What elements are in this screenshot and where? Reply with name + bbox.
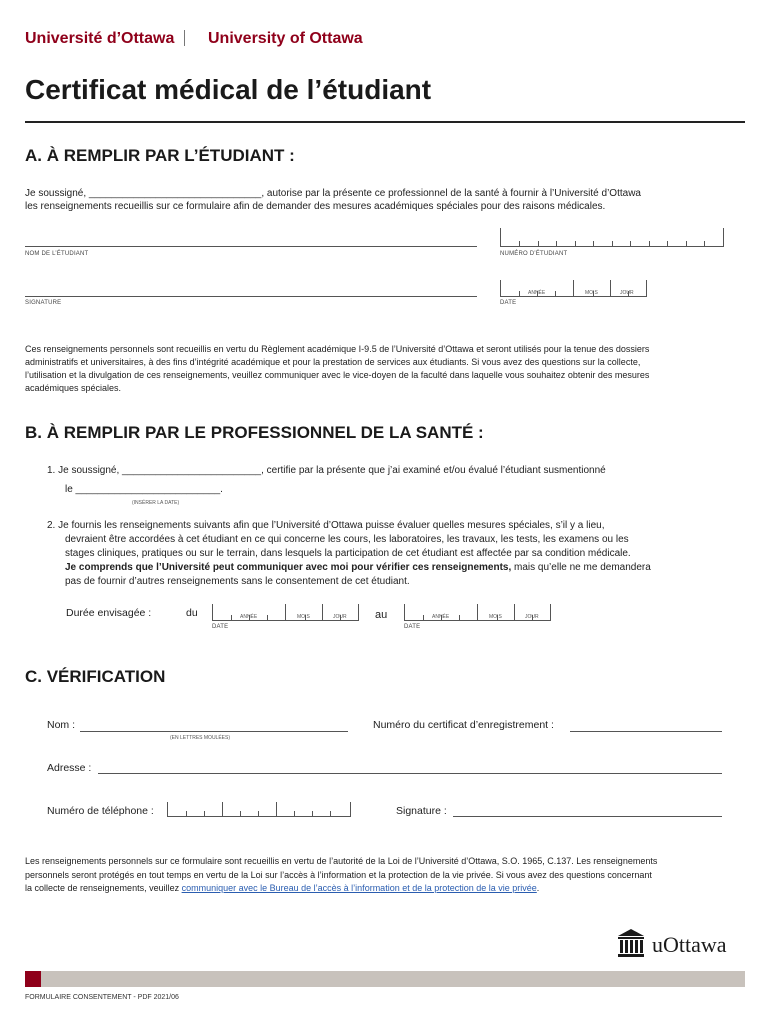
student-number-field[interactable] [500,228,724,247]
university-building-icon [616,928,646,958]
student-date-day-label: JOUR [620,290,634,296]
address-field[interactable] [98,773,722,774]
notice-line3 [25,882,745,895]
item2-line2: devraient être accordées à cet étudiant en ce qui concerne les cours, les laboratoires, les travaux, les tests, les examens ou les [65,534,629,545]
student-name-label: NOM DE L’ÉTUDIANT [25,251,89,257]
phone-label: Numéro de téléphone : [47,805,154,817]
notice-line3-prefix: la collecte de renseignements, veuillez [25,883,182,893]
duration-label: Durée envisagée : [66,607,152,619]
brand-separator [184,30,185,46]
student-signature-field[interactable] [25,296,477,297]
privacy-line2: administratifs et universitaires, à des fins d’intégrité académique et pour la prestation de services aux étudiants. Si vous avez des questions sur la collecte, [25,357,641,367]
to-year-label: ANNÉE [432,614,450,620]
privacy-line1: Ces renseignements personnels sont recueillis en vertu du Règlement académique I-9.5 de l’Université d’Ottawa et seront utilisés pour la tenue des dossiers [25,344,650,354]
block-letters-label: (EN LETTRES MOULÉES) [170,735,231,741]
verification-signature-field[interactable] [453,816,722,817]
section-c-title: C. VÉRIFICATION [25,667,166,686]
to-month-label: MOIS [489,614,502,620]
notice-line1: Les renseignements personnels sur ce formulaire sont recueillis en vertu de l’autorité de la Loi de l’Université d’Ottawa, S.O. 1965, C.137. Les renseignements [25,856,658,866]
uottawa-logo: uOttawa [652,932,727,957]
student-date-month-label: MOIS [585,290,598,296]
certificate-number-label: Numéro du certificat d’enregistrement : [373,719,554,731]
student-name-field[interactable] [25,246,477,247]
item1-line1: 1. Je soussigné, _________________________, certifie par la présente que j’ai examiné et/ou évalué l’étudiant susmentionné [47,465,606,476]
item2-line1: 2. Je fournis les renseignements suivants afin que l’Université d’Ottawa puisse évaluer quelles mesures spéciales, s’il y a lieu, [47,520,605,531]
insert-date-label: (INSÉRER LA DATE) [132,500,180,506]
brand-english: University of Ottawa [208,30,363,47]
item2-bold-text: Je comprends que l’Université peut communiquer avec moi pour vérifier ces renseignements, [65,562,512,573]
footer-form-id: FORMULAIRE CONSENTEMENT - PDF 2021/06 [25,994,179,1001]
notice-line3-suffix: . [536,883,540,893]
from-label: du [186,607,198,619]
item1-line2: le __________________________. [65,484,223,495]
student-date-label: DATE [500,300,517,306]
student-signature-label: SIGNATURE [25,300,62,306]
verification-name-label: Nom : [47,719,76,731]
privacy-line3: l’utilisation et la divulgation de ces renseignements, veuillez communiquer avec le vice-doyen de la faculté dans laquelle vous souhaitez obtenir des mesures [25,370,650,380]
section-a-title: A. À REMPLIR PAR L’ÉTUDIANT : [25,146,295,165]
section-a-consent-line1: Je soussigné, _______________________________, autorise par la présente ce professionnel de la santé à fournir à l’Université d’Ottawa [25,188,641,199]
student-date-year-label: ANNÉE [528,290,546,296]
from-day-label: JOUR [333,614,347,620]
footer-accent [25,971,41,987]
to-date-label: DATE [404,624,421,630]
page-title: Certificat médical de l’étudiant [25,74,432,105]
from-date-label: DATE [212,624,229,630]
title-divider [25,121,745,123]
section-a-consent-line2: les renseignements recueillis sur ce formulaire afin de demander des mesures académiques spéciales pour des raisons médicales. [25,201,606,212]
from-month-label: MOIS [297,614,310,620]
section-b-title: B. À REMPLIR PAR LE PROFESSIONNEL DE LA SANTÉ : [25,423,484,442]
phone-field[interactable] [167,802,351,817]
privacy-office-link[interactable]: communiquer avec le Bureau de l’accès à l’information et de la protection de la vie privée [181,883,537,893]
student-number-label: NUMÉRO D’ÉTUDIANT [500,251,568,257]
notice-line2: personnels seront protégés en tout temps en vertu de la Loi sur l’accès à l’information et la protection de la vie privée. Si vous avez des questions concernant [25,870,652,880]
to-day-label: JOUR [525,614,539,620]
item2-line5: pas de fournir d’autres renseignements sans le consentement de cet étudiant. [65,576,410,587]
certificate-number-field[interactable] [570,731,722,732]
item2-line4 [65,561,651,575]
privacy-line4: académiques spéciales. [25,383,122,393]
item2-line3: stages cliniques, pratiques ou sur le terrain, dans lesquels la participation de cet étudiant est affectée par sa condition médicale. [65,548,631,559]
item2-line4-rest: mais qu’elle ne me demandera [511,562,651,573]
to-label: au [375,609,388,621]
footer-bar [25,971,745,987]
brand-french: Université d’Ottawa [25,30,175,47]
address-label: Adresse : [47,762,92,774]
from-year-label: ANNÉE [240,614,258,620]
verification-name-field[interactable] [80,731,348,732]
verification-signature-label: Signature : [396,805,447,817]
